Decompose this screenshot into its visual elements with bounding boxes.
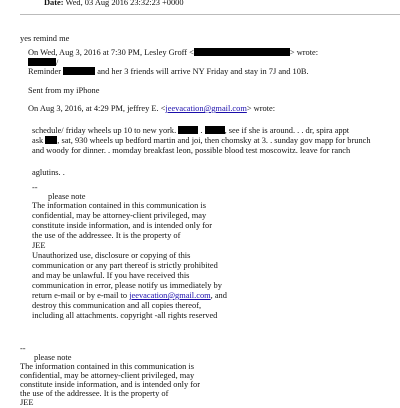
quote2-intro-prefix: On Aug 3, 2016, at 4:29 PM, jeffrey E. < [28, 104, 166, 113]
quote2-intro-suffix: > wrote: [246, 104, 276, 113]
confidentiality-line: constitute inside information, and is intended only for [32, 221, 213, 230]
confidentiality-text: , and [210, 291, 227, 300]
quote2-intro [28, 104, 275, 114]
schedule-text: , see if she is around. . . dr, spira appt [224, 126, 350, 135]
quote1-intro-prefix: On Wed, Aug 3, 2016 at 7:30 PM, Lesley Groff < [28, 48, 194, 57]
confidentiality-line: the use of the addressee. It is the property of [32, 231, 181, 240]
schedule-line-2 [32, 136, 371, 146]
footer-line: the use of the addressee. It is the property of [20, 389, 169, 398]
redacted-name [178, 126, 198, 134]
footer-line: JEE [20, 398, 34, 407]
confidentiality-line: Unauthorized use, disclosure or copying of this [32, 251, 191, 260]
confidentiality-line: destroy this communication and all copies thereof, [32, 301, 202, 310]
date-label: Date: [44, 0, 64, 7]
date-value: Wed, 03 Aug 2016 23:32:23 +0000 [65, 0, 184, 7]
reminder-prefix: Reminder [28, 67, 62, 76]
date-header [44, 0, 184, 8]
confidentiality-line [32, 291, 227, 301]
confidentiality-line: The information contained in this communication is [32, 201, 206, 210]
reply-text: yes remind me [20, 34, 70, 43]
redacted-name [63, 67, 95, 75]
footer-line: constitute inside information, and is intended only for [20, 380, 201, 389]
confidentiality-line: confidential, may be attorney-client privileged, may [32, 211, 207, 220]
confidentiality-line: and may be unlawful. If you have received this [32, 271, 190, 280]
schedule-text: ask [32, 136, 44, 145]
email-link[interactable]: jeevacation@gmail.com [165, 104, 247, 113]
schedule-text: . [200, 126, 203, 135]
email-link[interactable]: jeevacation@gmail.com [129, 291, 211, 300]
confidentiality-line: JEE [32, 241, 46, 250]
header-divider [20, 14, 400, 15]
schedule-line-3: and woody for dinner. . momday breakfast leon, possible blood test moscowitz. leave for ranch [32, 146, 351, 155]
note-heading: please note [48, 192, 86, 201]
confidentiality-line: communication in error, please notify us immediately by [32, 281, 222, 290]
redacted-name [45, 136, 57, 144]
schedule-line-4: aglutins. . [32, 168, 65, 177]
confidentiality-line: including all attachments. copyright -all rights reserved [32, 311, 218, 320]
quote1-intro [28, 48, 318, 58]
redacted-name [205, 126, 225, 134]
confidentiality-text: return e-mail or by e-mail to [32, 291, 128, 300]
schedule-line-1 [32, 126, 349, 136]
footer-line: confidential, may be attorney-client privileged, may [20, 371, 195, 380]
schedule-text: , sat, 930 wheels up bedford martin and joi, then chomsky at 3. . sunday gov mapp for brunch [57, 136, 371, 145]
quote1-intro-suffix: > wrote: [289, 48, 319, 57]
confidentiality-line: communication or any part thereof is strictly prohibited [32, 261, 218, 270]
reminder-suffix: and her 3 friends will arrive NY Friday and stay in 7J and 10B. [97, 67, 309, 76]
footer-dashes: -- [20, 344, 26, 353]
footer-line: The information contained in this communication is [20, 362, 194, 371]
signature-dashes: -- [32, 183, 38, 192]
footer-note-heading: please note [34, 353, 72, 362]
quote1-tail-text: / [56, 58, 59, 67]
sent-from: Sent from my iPhone [28, 86, 100, 95]
reminder-line [28, 67, 309, 77]
redacted-email [194, 48, 290, 56]
schedule-text: schedule/ friday wheels up 10 to new york. [32, 126, 177, 135]
redacted-name [28, 58, 59, 67]
